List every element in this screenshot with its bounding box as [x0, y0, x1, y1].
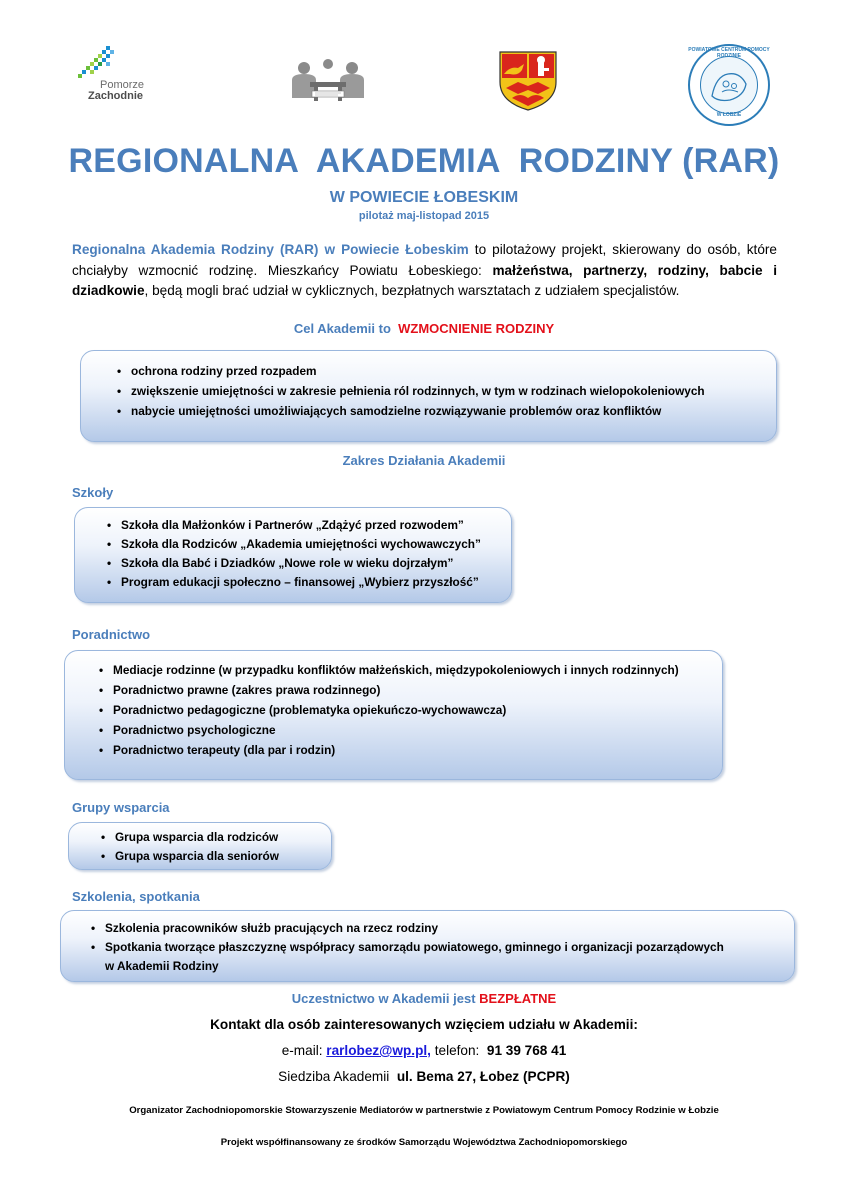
intro-text-2: , będą mogli brać udział w cyklicznych, bezpłatnych warsztatach z udziałem specjalistów.: [144, 283, 680, 298]
intro-lead: Regionalna Akademia Rodziny (RAR) w Powiecie Łobeskim: [72, 242, 469, 257]
pilot-period: pilotaż maj-listopad 2015: [358, 210, 490, 222]
intro-text-1: to pilotażowy projekt, skierowany do osób, które chciałyby wzmocnić rodzinę. Mieszkańcy Powiatu Łobeskiego:: [72, 242, 777, 278]
list-item: • Mediacje rodzinne (w przypadku konfliktów małżeńskich, międzypokoleniowych i innych rodzinnych): [99, 660, 722, 680]
email-link[interactable]: rarlobez@wp.pl,: [326, 1043, 431, 1058]
address-line: [0, 1069, 848, 1084]
goal-heading: [0, 321, 848, 336]
page-title: REGIONALNA AKADEMIA RODZINY (RAR): [68, 142, 780, 180]
support-groups-label: Grupy wsparcia: [72, 800, 170, 815]
training-label: Szkolenia, spotkania: [72, 889, 200, 904]
organizer-note: Organizator Zachodniopomorskie Stowarzyszenie Mediatorów w partnerstwie z Powiatowym Centrum Pomocy Rodzinie w Łobzie: [129, 1105, 719, 1116]
list-item: • Spotkania tworzące płaszczyznę współpracy samorządu powiatowego, gminnego i organizacji pozarządowych: [91, 938, 794, 957]
list-item: • nabycie umiejętności umożliwiających samodzielne rozwiązywanie problemów oraz konfliktów: [117, 401, 776, 421]
intro-target-groups: małżeństwa, partnerzy, rodziny, babcie i dziadkowie: [72, 262, 777, 298]
participation-prefix: Uczestnictwo w Akademii jest: [291, 991, 476, 1006]
list-item: • Grupa wsparcia dla rodziców: [101, 828, 331, 847]
counseling-box: [64, 650, 723, 780]
participation-line: [0, 991, 848, 1006]
list-item: • Program edukacji społeczno – finansowej „Wybierz przyszłość”: [107, 573, 511, 592]
list-item: • Szkolenia pracowników służb pracujących na rzecz rodziny: [91, 919, 794, 938]
schools-label: Szkoły: [72, 485, 114, 500]
goal-prefix: Cel Akademii to: [293, 321, 391, 336]
counseling-label: Poradnictwo: [72, 627, 151, 642]
training-box: [60, 910, 795, 982]
contact-heading: Kontakt dla osób zainteresowanych wzięciem udziału w Akademii:: [210, 1017, 638, 1032]
list-item: • Poradnictwo prawne (zakres prawa rodzinnego): [99, 680, 722, 700]
address-label: Siedziba Akademii: [278, 1069, 390, 1084]
list-item: • Poradnictwo pedagogiczne (problematyka opiekuńczo-wychowawcza): [99, 700, 722, 720]
goal-box: [80, 350, 777, 442]
pomorze-zachodnie-mark-icon: [78, 44, 118, 84]
scope-heading: Zakres Działania Akademii: [342, 453, 506, 468]
list-item: • Szkoła dla Małżonków i Partnerów „Zdążyć przed rozwodem”: [107, 516, 511, 535]
list-item: • zwiększenie umiejętności w zakresie pełnienia ról rodzinnych, w tym w rodzinach wielopokoleniowych: [117, 381, 776, 401]
goal-highlight: WZMOCNIENIE RODZINY: [398, 321, 555, 336]
support-groups-box: [68, 822, 332, 870]
hands-family-icon: [708, 66, 750, 106]
participation-highlight: BEZPŁATNE: [479, 991, 557, 1006]
pomorze-label: Pomorze: [100, 79, 145, 91]
list-item: • Grupa wsparcia dla seniorów: [101, 847, 331, 866]
list-item: • Poradnictwo psychologiczne: [99, 720, 722, 740]
contact-line: [0, 1043, 848, 1058]
phone-label: telefon:: [434, 1043, 480, 1058]
list-item: • ochrona rodziny przed rozpadem: [117, 361, 776, 381]
page-subtitle: W POWIECIE ŁOBESKIM: [329, 189, 519, 206]
lobez-county-coat-of-arms-icon: [498, 50, 558, 112]
seal-top-text: POWIATOWE CENTRUM POMOCY RODZINIE: [688, 47, 770, 59]
list-item: • Szkoła dla Rodziców „Akademia umiejętności wychowawczych”: [107, 535, 511, 554]
schools-box: [74, 507, 512, 603]
address-value: ul. Bema 27, Łobez (PCPR): [396, 1069, 570, 1084]
phone-number: 91 39 768 41: [486, 1043, 567, 1058]
list-item: • Poradnictwo terapeuty (dla par i rodzin): [99, 740, 722, 760]
intro-paragraph: [72, 240, 777, 302]
seal-bottom-text: W ŁOBZIE: [716, 112, 742, 118]
funding-note: Projekt współfinansowany ze środków Samorządu Województwa Zachodniopomorskiego: [220, 1137, 628, 1148]
zachodnie-label: Zachodnie: [88, 90, 144, 102]
list-item: • Szkoła dla Babć i Dziadków „Nowe role w wieku dojrzałym”: [107, 554, 511, 573]
mediators-association-logo: [288, 58, 368, 106]
training-item-continuation: w Akademii Rodziny: [105, 959, 219, 973]
email-label: e-mail:: [281, 1043, 323, 1058]
